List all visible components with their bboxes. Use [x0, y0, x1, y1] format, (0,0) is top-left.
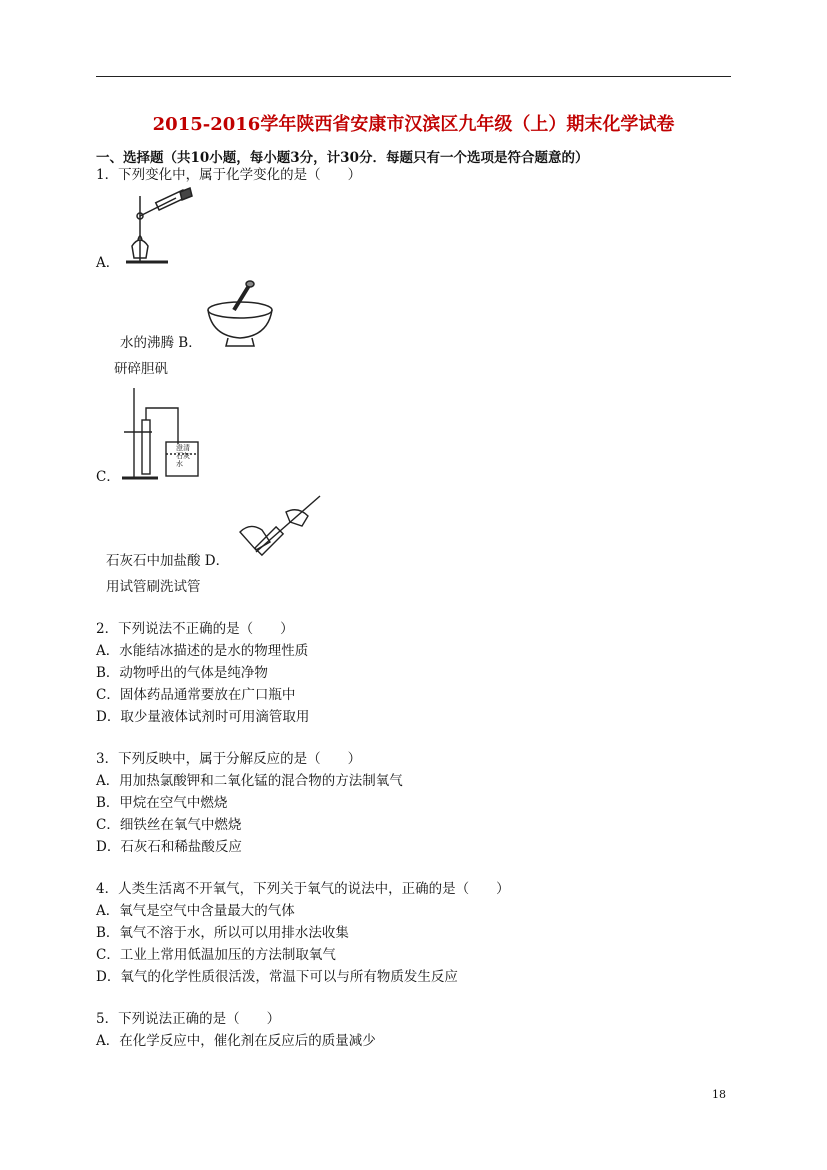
q3-option: C．细铁丝在氧气中燃烧 [96, 817, 242, 833]
header-rule [96, 76, 731, 77]
q5-option: A．在化学反应中，催化剂在反应后的质量减少 [96, 1033, 376, 1049]
q1-c-caption-d-label: 石灰石中加盐酸 D． [106, 553, 230, 569]
q2-option: A．水能结冰描述的是水的物理性质 [96, 643, 309, 659]
q4-option: D．氧气的化学性质很活泼，常温下可以与所有物质发生反应 [96, 969, 458, 985]
q4-option: A．氧气是空气中含量最大的气体 [96, 903, 295, 919]
q2-stem: 2．下列说法不正确的是（ ） [96, 621, 294, 637]
q2-option: B．动物呼出的气体是纯净物 [96, 665, 268, 681]
q5-stem: 5．下列说法正确的是（ ） [96, 1011, 281, 1027]
q2-option: C．固体药品通常要放在广口瓶中 [96, 687, 296, 703]
q4-option: B．氧气不溶于水，所以可以用排水法收集 [96, 925, 349, 941]
mortar-pestle-image [204, 280, 276, 350]
q3-option: A．用加热氯酸钾和二氧化锰的混合物的方法制氧气 [96, 773, 403, 789]
q1-stem: 1．下列变化中，属于化学变化的是（ ） [96, 167, 362, 183]
q2-option: D．取少量液体试剂时可用滴管取用 [96, 709, 310, 725]
q4-stem: 4．人类生活离不开氧气，下列关于氧气的说法中，正确的是（ ） [96, 881, 510, 897]
q1-d-caption: 用试管刷洗试管 [106, 579, 201, 595]
q1-option-c-label: C． [96, 469, 120, 485]
q1-option-a-label: A． [96, 255, 120, 271]
limewater-label: 澄清石灰水 [176, 444, 190, 468]
exam-title: 2015-2016学年陕西省安康市汉滨区九年级（上）期末化学试卷 [152, 114, 675, 135]
section-heading: 一、选择题（共10小题，每小题3分，计30分．每题只有一个选项是符合题意的） [96, 150, 589, 166]
boiling-water-apparatus-image [118, 186, 198, 266]
page-number: 18 [712, 1088, 726, 1101]
q3-option: B．甲烷在空气中燃烧 [96, 795, 228, 811]
test-tube-brush-image [236, 492, 326, 562]
q3-stem: 3．下列反映中，属于分解反应的是（ ） [96, 751, 362, 767]
q4-option: C．工业上常用低温加压的方法制取氧气 [96, 947, 336, 963]
q1-b-caption: 研碎胆矾 [114, 361, 168, 377]
q3-option: D．石灰石和稀盐酸反应 [96, 839, 242, 855]
q1-a-caption-b-label: 水的沸腾 B． [120, 335, 202, 351]
